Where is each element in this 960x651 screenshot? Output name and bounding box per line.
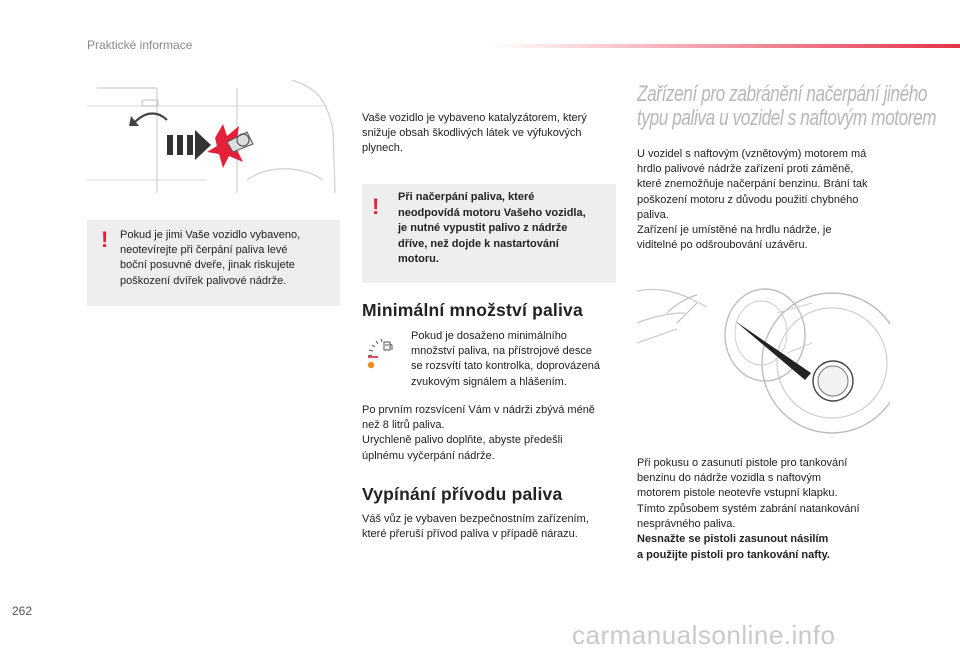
page-number: 262 — [12, 604, 33, 618]
exclamation-icon: ! — [101, 227, 109, 252]
header-title: Praktické informace — [87, 38, 193, 52]
door-warning-text: Pokud je jimi Vaše vozidlo vybaveno, neotevírejte při čerpání paliva levé boční posuvné dveře, jinak riskujete poškození dvířek palivové nádrže. — [120, 229, 301, 287]
van-fuel-flap-illustration — [87, 80, 340, 193]
fuel-cutoff-text: Váš vůz je vybaven bezpečnostním zařízením, které přeruší přívod paliva v případě nárazu. — [362, 513, 589, 541]
wrong-fuel-warning — [362, 184, 616, 283]
door-warning-note — [87, 220, 340, 306]
exclamation-icon: ! — [372, 194, 380, 219]
wrong-fuel-warning-text: Při načerpání paliva, které neodpovídá motoru Vašeho vozidla, je nutné vypustit palivo z nádrže dříve, než dojde k nastartování motoru. — [398, 191, 586, 265]
fuel-lamp-text: Pokud je dosaženo minimálního množství paliva, na přístrojové desce se rozsvítí tato kontrolka, doprovázená zvukovým signálem a hlášením. — [411, 330, 600, 388]
min-fuel-heading: Minimální množství paliva — [362, 300, 583, 320]
min-fuel-text: Po prvním rozsvícení Vám v nádrži zbývá méně než 8 litrů paliva. Urychleně palivo doplňte, abyste předešli úplnému vyčerpání nádrže. — [362, 404, 595, 462]
misfuel-result-text: Při pokusu o zasunutí pistole pro tankování benzinu do nádrže vozidla s naftovým motorem pistole neotevře vstupní klapku. Tímto způsobem systém zabrání natankování nesprávného paliva. Nesnažte se pistoli zasunout násilím a použijte pistoli pro tankování nafty. — [637, 457, 860, 561]
fuel-filler-illustration — [637, 283, 890, 435]
misfuel-device-text: U vozidel s naftovým (vznětovým) motorem má hrdlo palivové nádrže zařízení proti záměně, které znemožňuje načerpání benzinu. Brání tak poškození motoru z důvodu použití chybného paliva. Zařízení je umístěné na hrdlu nádrže, je viditelné po odšroubování uzávěru. — [637, 148, 868, 252]
header-bar — [490, 44, 960, 48]
van-side-drawing — [87, 80, 340, 193]
fuel-gauge-icon — [364, 334, 400, 372]
misfuel-device-title: Zařízení pro zabránění načerpání jiného typu paliva u vozidel s naftovým motorem — [637, 81, 937, 130]
watermark: carmanualsonline.info — [572, 620, 836, 650]
catalyst-intro: Vaše vozidlo je vybaveno katalyzátorem, který snižuje obsah škodlivých látek ve výfukových plynech. — [362, 112, 587, 155]
fuel-cutoff-heading: Vypínání přívodu paliva — [362, 484, 563, 504]
